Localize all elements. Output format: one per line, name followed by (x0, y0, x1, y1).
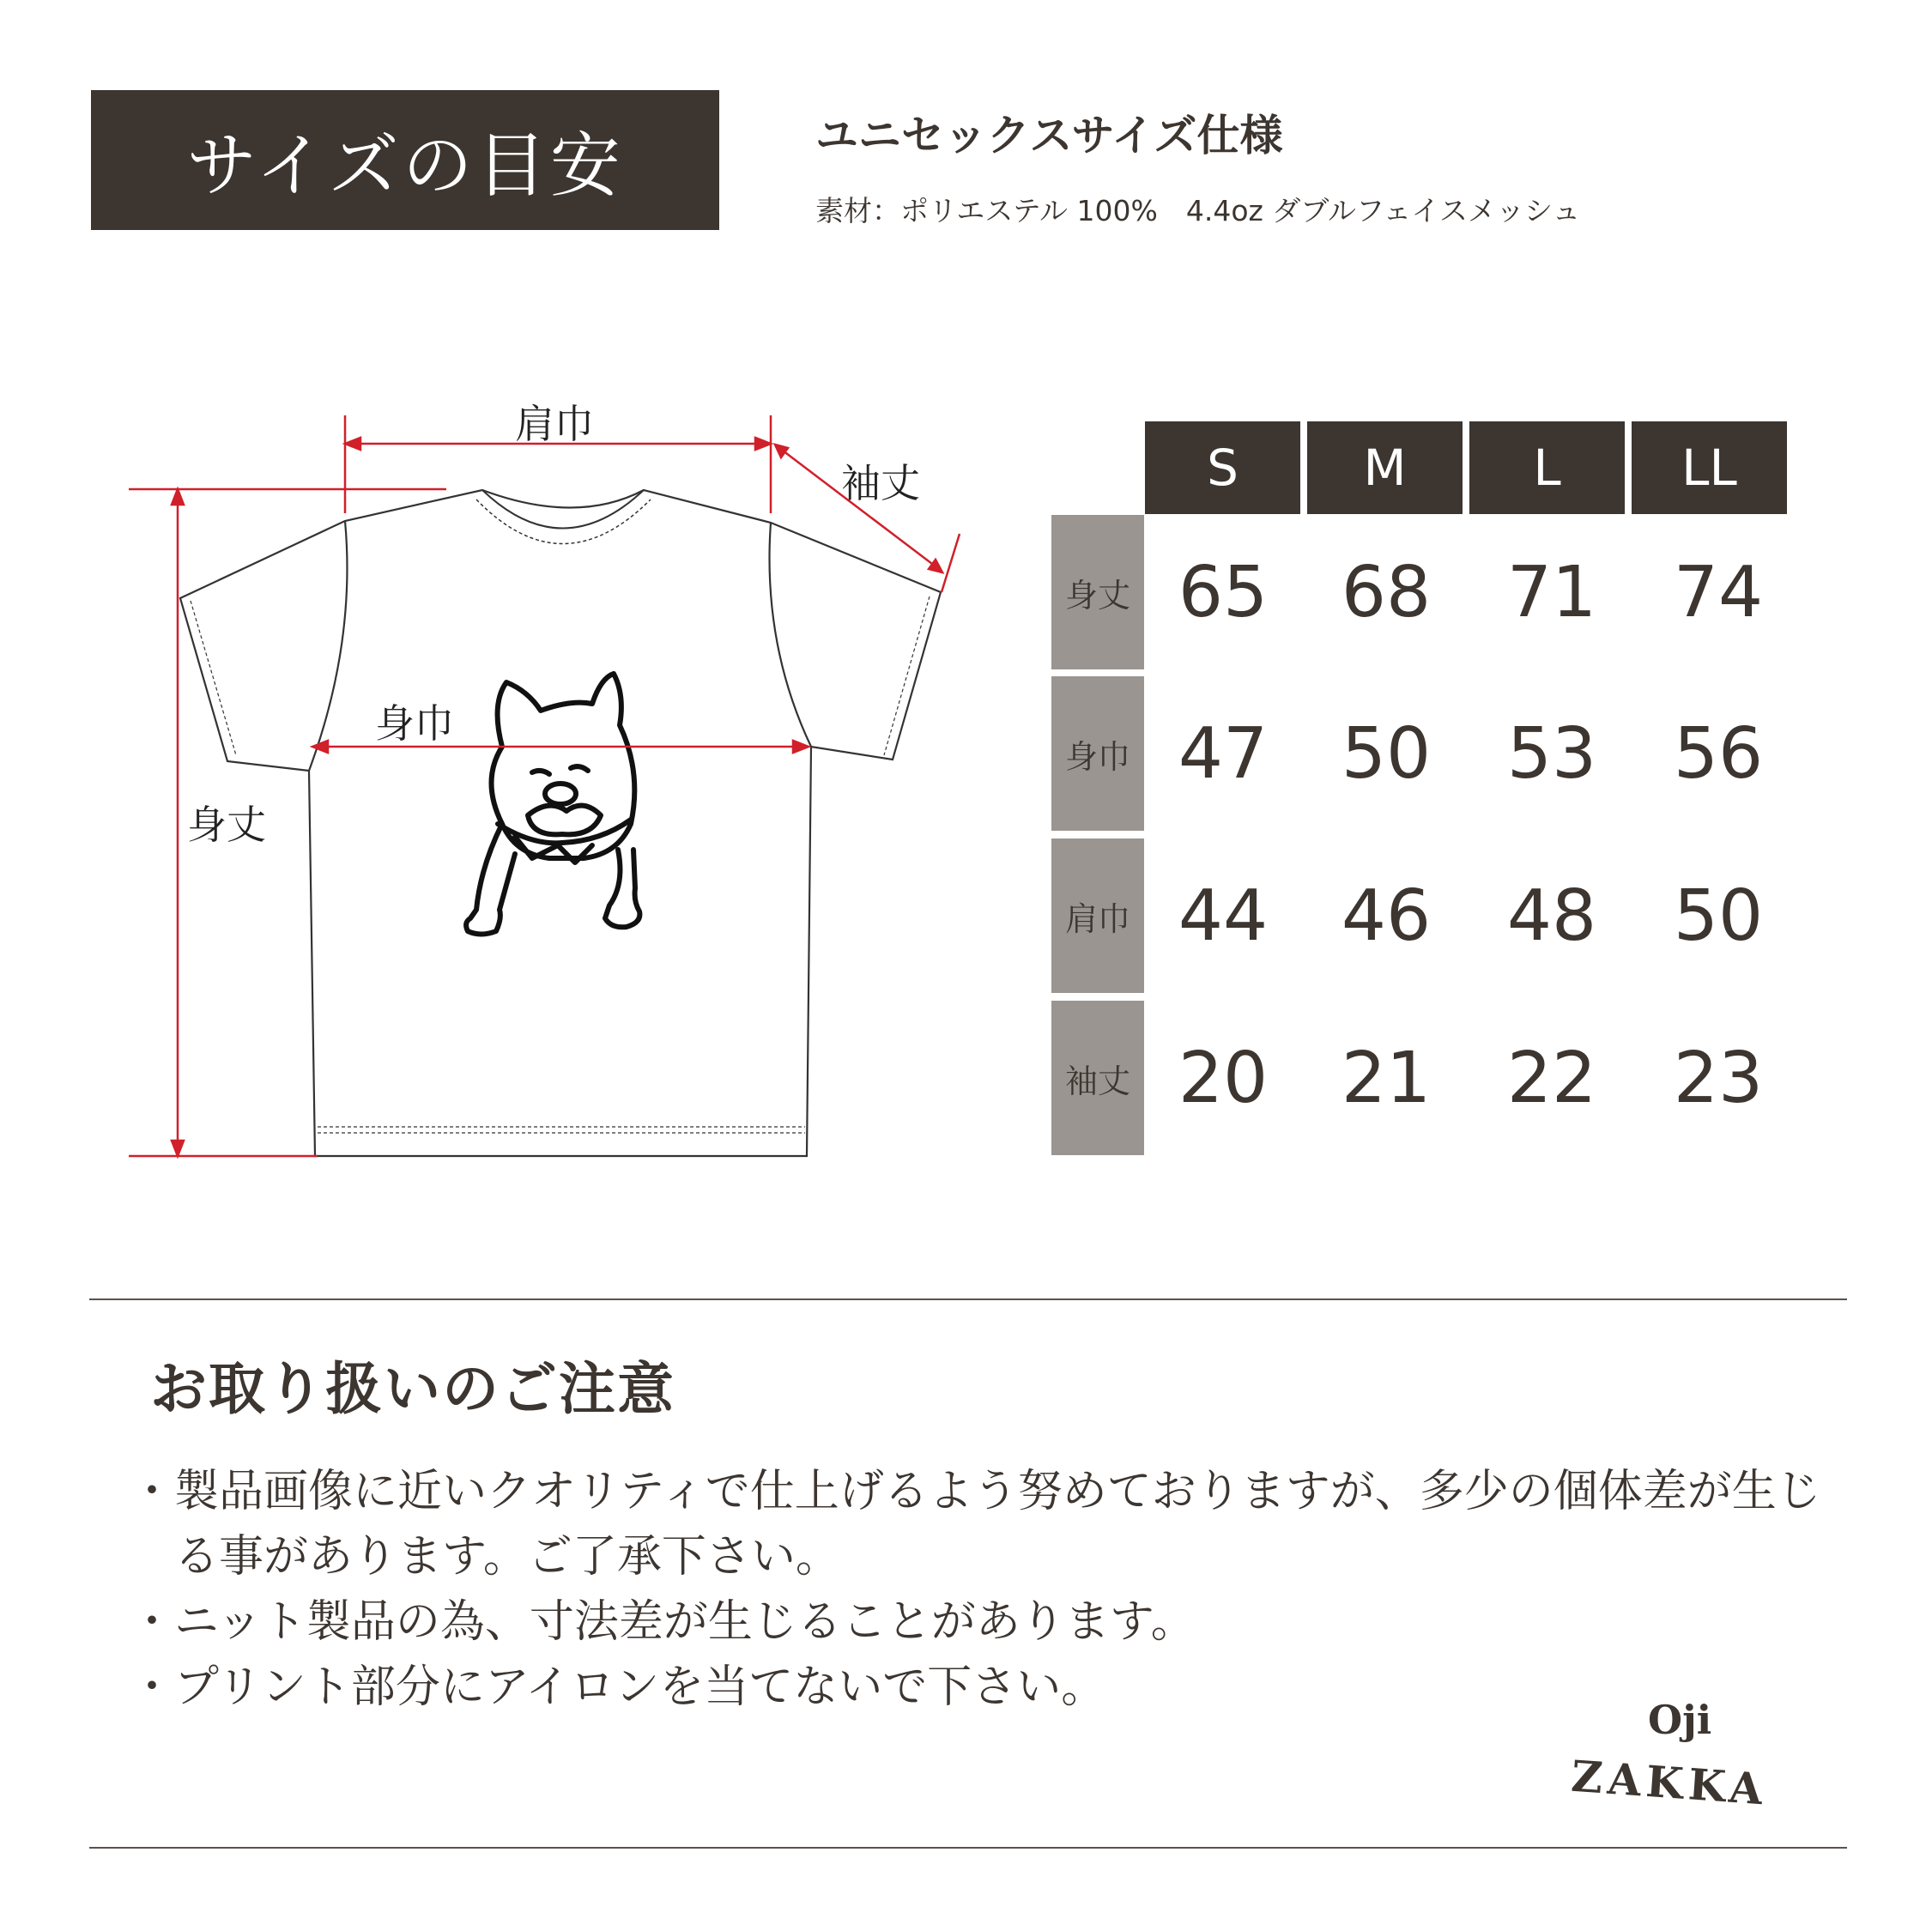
row-header-sleeve: 袖丈 (1051, 1001, 1144, 1155)
table-cell: 53 (1506, 712, 1597, 795)
dog-print-illustration (466, 674, 639, 935)
table-cell: 21 (1341, 1037, 1432, 1119)
size-header-ll: LL (1632, 421, 1787, 514)
table-cell: 44 (1178, 875, 1269, 957)
divider-top (89, 1298, 1847, 1300)
spec-title: ユニセックスサイズ仕様 (815, 111, 1283, 160)
tshirt-diagram (0, 0, 1030, 1202)
care-item: ・ ニット製品の為、寸法差が生じることがあります。 (142, 1589, 1824, 1655)
table-cell: 22 (1506, 1037, 1597, 1119)
table-cell: 48 (1506, 875, 1597, 957)
table-cell: 46 (1341, 875, 1432, 957)
care-item: ・ プリント部分にアイロンを当てないで下さい。 (142, 1655, 1824, 1720)
row-header-width: 身巾 (1051, 676, 1144, 831)
logo-line1: Oji (1648, 1697, 1712, 1743)
logo-line2: ZAKKA (1569, 1750, 1770, 1815)
size-header-s: S (1145, 421, 1300, 514)
label-body-width: 身巾 (375, 700, 454, 747)
table-cell: 68 (1341, 551, 1432, 633)
size-header-m: M (1307, 421, 1463, 514)
label-sleeve-length: 袖丈 (841, 460, 920, 506)
table-cell: 47 (1178, 712, 1269, 795)
table-cell: 23 (1673, 1037, 1764, 1119)
table-cell: 65 (1178, 551, 1269, 633)
page-title: サイズの目安 (91, 90, 719, 230)
care-item: ・ 製品画像に近いクオリティで仕上げるよう努めておりますが、多少の個体差が生じる事があります。ご了承下さい。 (142, 1459, 1824, 1589)
table-cell: 56 (1673, 712, 1764, 795)
table-cell: 71 (1506, 551, 1597, 633)
label-body-length: 身丈 (187, 802, 266, 848)
label-shoulder-width: 肩巾 (515, 401, 594, 447)
size-header-l: L (1469, 421, 1625, 514)
row-header-shoulder: 肩巾 (1051, 838, 1144, 993)
tshirt-outline (180, 490, 941, 1156)
care-title: お取り扱いのご注意 (150, 1356, 675, 1422)
brand-logo (1562, 1695, 1794, 1832)
divider-bottom (89, 1847, 1847, 1849)
table-cell: 50 (1341, 712, 1432, 795)
care-list (142, 1459, 1824, 1720)
table-cell: 74 (1673, 551, 1764, 633)
table-cell: 20 (1178, 1037, 1269, 1119)
row-header-length: 身丈 (1051, 515, 1144, 669)
material-description: 素材：ポリエステル 100% 4.4oz ダブルフェイスメッシュ (815, 194, 1581, 227)
table-cell: 50 (1673, 875, 1764, 957)
